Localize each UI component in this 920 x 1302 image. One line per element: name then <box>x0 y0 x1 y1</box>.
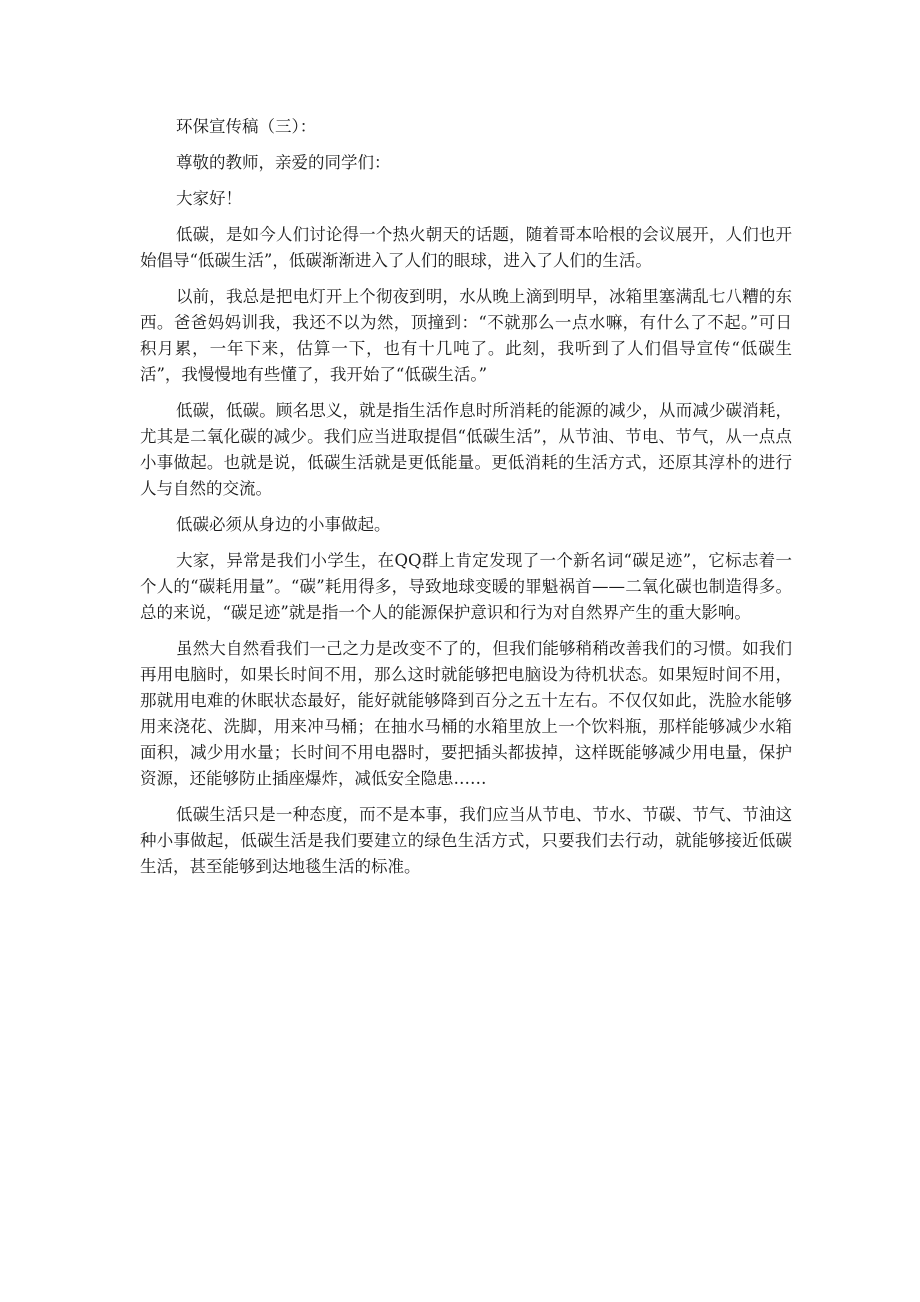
paragraph-conclusion: 低碳生活只是一种态度，而不是本事，我们应当从节电、节水、节碳、节气、节油这种小事做起，低碳生活是我们要建立的绿色生活方式，只要我们去行动，就能够接近低碳生活，甚至能够到达地毯生活的标准。 <box>140 805 792 876</box>
paragraph-past-habits: 以前，我总是把电灯开上个彻夜到明，水从晚上滴到明早，冰箱里塞满乱七八糟的东西。爸爸妈妈训我，我还不以为然，顶撞到：“不就那么一点水嘛，有什么了不起。”可日积月累，一年下来，估算一下，也有十几吨了。此刻，我听到了人们倡导宣传“低碳生活”，我慢慢地有些懂了，我开始了“低碳生活。” <box>140 287 792 384</box>
paragraph-intro: 低碳，是如今人们讨论得一个热火朝天的话题，随着哥本哈根的会议展开，人们也开始倡导“低碳生活”，低碳渐渐进入了人们的眼球，进入了人们的生活。 <box>140 225 792 270</box>
paragraph-habits: 虽然大自然看我们一己之力是改变不了的，但我们能够稍稍改善我们的习惯。如我们再用电脑时，如果长时间不用，那么这时就能够把电脑设为待机状态。如果短时间不用，那就用电难的休眠状态最好，能好就能够降到百分之五十左右。不仅仅如此，洗脸水能够用来浇花、洗脚，用来冲马桶；在抽水马桶的水箱里放上一个饮料瓶，那样能够减少水箱面积，减少用水量；长时间不用电器时，要把插头都拔掉，这样既能够减少用电量，保护资源，还能够防止插座爆炸，减低安全隐患…… <box>140 639 792 788</box>
salutation: 尊敬的教师，亲爱的同学们： <box>176 153 391 172</box>
document-title: 环保宣传稿（三）： <box>176 117 317 136</box>
paragraph-carbon-footprint: 大家，异常是我们小学生，在QQ群上肯定发现了一个新名词“碳足迹”，它标志着一个人的“碳耗用量”。“碳”耗用得多，导致地球变暖的罪魁祸首——二氧化碳也制造得多。总的来说，“碳足迹”就是指一个人的能源保护意识和行为对自然界产生的重大影响。 <box>140 551 792 622</box>
greeting: 大家好！ <box>176 189 242 208</box>
paragraph-definition: 低碳，低碳。顾名思义，就是指生活作息时所消耗的能源的减少，从而减少碳消耗，尤其是二氧化碳的减少。我们应当进取提倡“低碳生活”，从节油、节电、节气，从一点点小事做起。也就是说，低碳生活就是更低能量。更低消耗的生活方式，还原其淳朴的进行人与自然的交流。 <box>140 401 792 498</box>
paragraph-small-things: 低碳必须从身边的小事做起。 <box>176 515 391 534</box>
document-body <box>140 114 792 890</box>
